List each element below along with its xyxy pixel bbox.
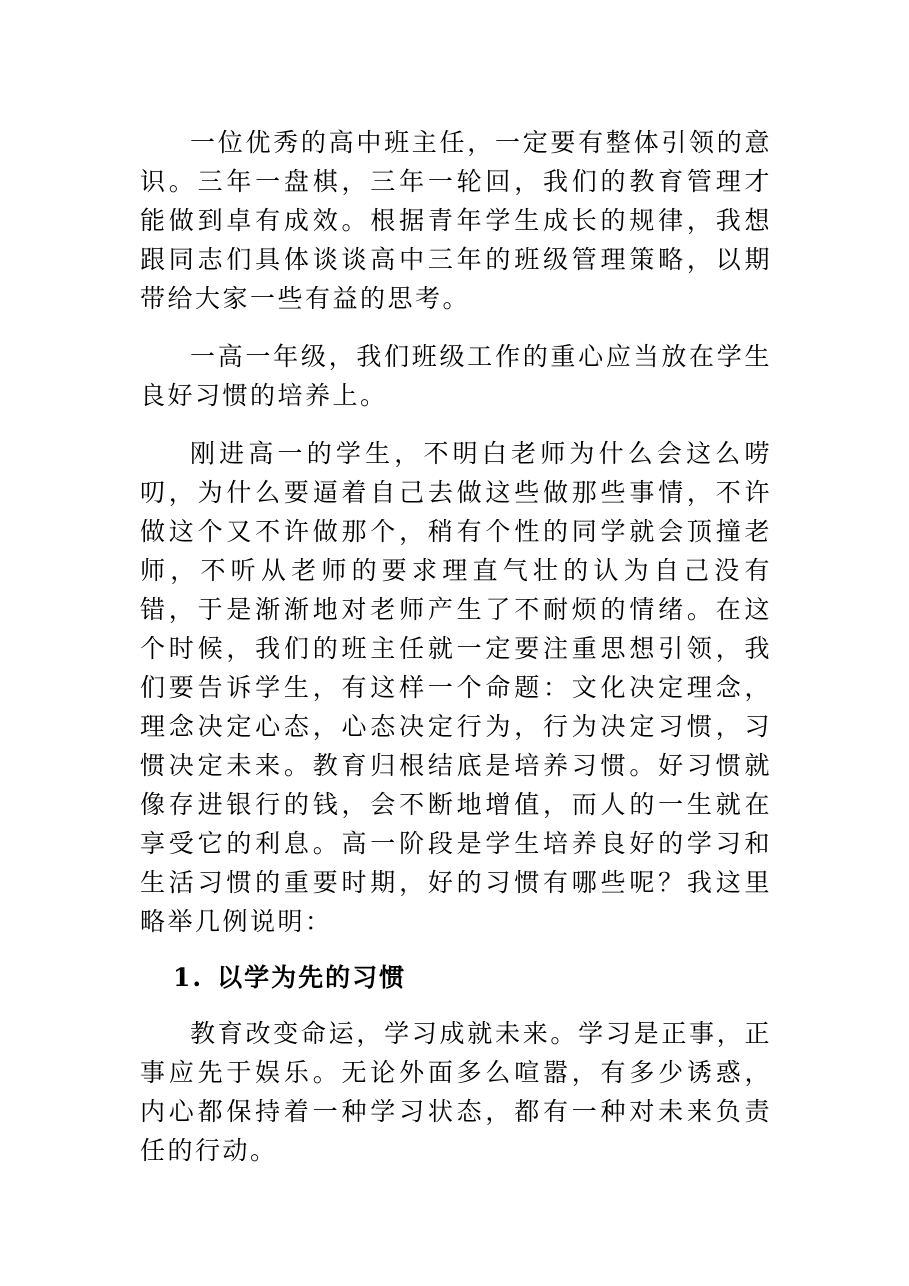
section-heading-number: 1. xyxy=(173,963,204,992)
paragraph-spacer xyxy=(140,941,772,958)
paragraph-habits: 刚进高一的学生，不明白老师为什么会这么唠叨，为什么要逼着自己去做这些做那些事情，不许做这个又不许做那个，稍有个性的同学就会顶撞老师，不听从老师的要求理直气壮的认为自己没有错，于是渐渐地对老师产生了不耐烦的情绪。在这个时候，我们的班主任就一定要注重思想引领，我们要告诉学生，有这样一个命题：文化决定理念，理念决定心态，心态决定行为，行为决定习惯，习惯决定未来。教育归根结底是培养习惯。好习惯就像存进银行的钱，会不断地增值，而人的一生就在享受它的利息。高一阶段是学生培养良好的学习和生活习惯的重要时期，好的习惯有哪些呢？我这里略举几例说明： xyxy=(140,439,772,936)
paragraph-spacer xyxy=(140,997,772,1014)
paragraph-spacer xyxy=(140,318,772,337)
paragraph-grade-one: 一高一年级，我们班级工作的重心应当放在学生良好习惯的培养上。 xyxy=(140,342,772,410)
section-heading-title: 以学为先的习惯 xyxy=(217,963,407,992)
paragraph-learning-first: 教育改变命运，学习成就未来。学习是正事，正事应先于娱乐。无论外面多么喧嚣，有多少诱惑，内心都保持着一种学习状态，都有一种对未来负责任的行动。 xyxy=(140,1019,772,1165)
paragraph-intro: 一位优秀的高中班主任，一定要有整体引领的意识。三年一盘棋，三年一轮回，我们的教育管理才能做到卓有成效。根据青年学生成长的规律，我想跟同志们具体谈谈高中三年的班级管理策略，以期带给大家一些有益的思考。 xyxy=(140,128,772,313)
section-heading xyxy=(140,958,772,997)
paragraph-spacer xyxy=(140,415,772,434)
document-page xyxy=(140,123,772,1170)
